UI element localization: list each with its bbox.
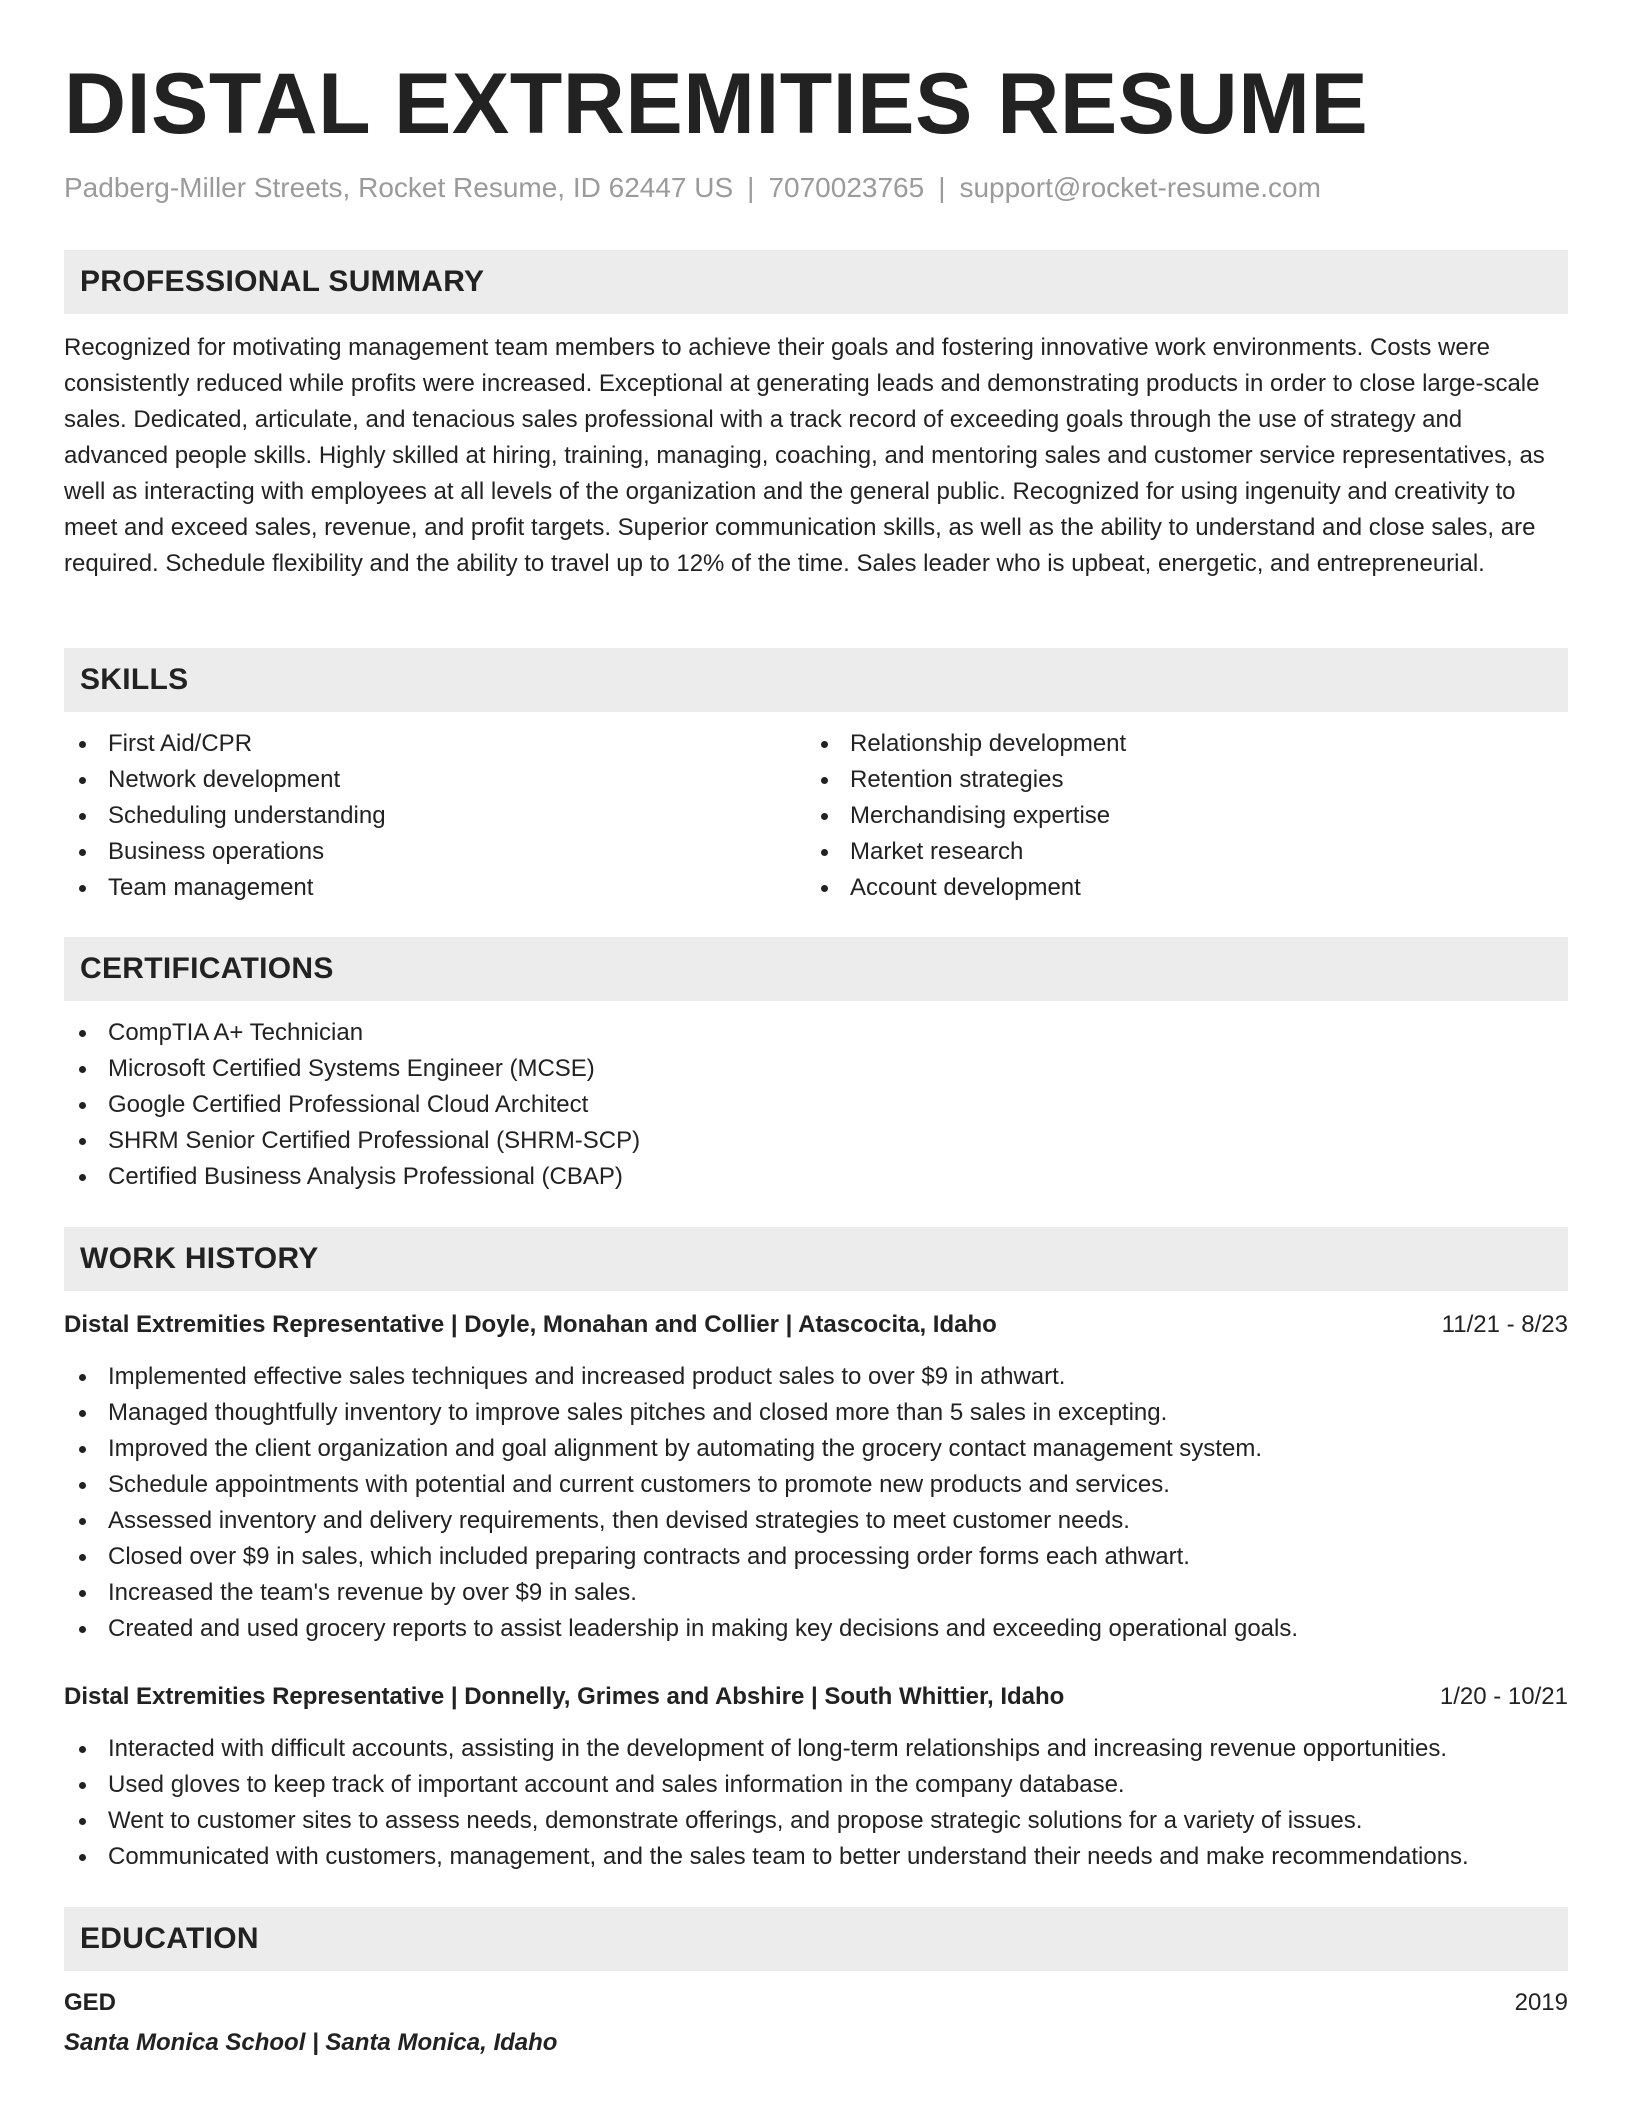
section-header-summary: PROFESSIONAL SUMMARY [64,250,1568,314]
education-school: Santa Monica School | Santa Monica, Idaho [64,2029,558,2056]
job-bullet: Managed thoughtfully inventory to improve sales pitches and closed more than 5 sales in excepting. [64,1395,1568,1431]
certifications-list [64,1015,1568,1195]
job-entry [64,1679,1568,1875]
job-dates: 11/21 - 8/23 [1441,1311,1568,1338]
job-header [64,1679,1568,1715]
skill-item: Relationship development [806,726,1548,762]
job-bullet: Improved the client organization and goal alignment by automating the grocery contact management system. [64,1431,1568,1467]
skill-item: Retention strategies [806,762,1548,798]
contact-phone: 7070023765 [768,172,925,203]
summary-block [64,330,1568,582]
job-bullet: Closed over $9 in sales, which included preparing contracts and processing order forms each athwart. [64,1539,1568,1575]
certification-item: CompTIA A+ Technician [64,1015,1568,1051]
job-bullets [64,1359,1568,1647]
skill-item: Merchandising expertise [806,798,1548,834]
section-header-certifications: CERTIFICATIONS [64,937,1568,1001]
skill-item: Market research [806,834,1548,870]
skill-item: Network development [64,762,806,798]
certification-item: Microsoft Certified Systems Engineer (MCSE) [64,1051,1568,1087]
job-bullets [64,1731,1568,1875]
job-bullet: Communicated with customers, management, and the sales team to better understand their needs and make recommendations. [64,1839,1568,1875]
contact-separator: | [938,172,946,203]
job-bullet: Schedule appointments with potential and current customers to promote new products and services. [64,1467,1568,1503]
certifications-block [64,1015,1568,1195]
job-title: Distal Extremities Representative | Doyle, Monahan and Collier | Atascocita, Idaho [64,1311,997,1338]
job-bullet: Assessed inventory and delivery requirements, then devised strategies to meet customer needs. [64,1503,1568,1539]
job-header [64,1307,1568,1343]
skills-list-right [806,726,1548,906]
contact-email: support@rocket-resume.com [959,172,1321,203]
skills-list-left [64,726,806,906]
skills-block [64,726,1568,906]
job-bullet: Went to customer sites to assess needs, demonstrate offerings, and propose strategic solutions for a variety of issues. [64,1803,1568,1839]
skill-item: Scheduling understanding [64,798,806,834]
job-bullet: Implemented effective sales techniques and increased product sales to over $9 in athwart. [64,1359,1568,1395]
job-dates: 1/20 - 10/21 [1439,1683,1568,1710]
section-header-education: EDUCATION [64,1907,1568,1971]
education-degree: GED [64,1989,117,2016]
section-header-work: WORK HISTORY [64,1227,1568,1291]
certification-item: Certified Business Analysis Professional (CBAP) [64,1159,1568,1195]
education-row [64,1985,1568,2021]
job-title: Distal Extremities Representative | Donnelly, Grimes and Abshire | South Whittier, Idaho [64,1683,1065,1710]
certification-item: Google Certified Professional Cloud Architect [64,1087,1568,1123]
section-header-skills: SKILLS [64,648,1568,712]
summary-text: Recognized for motivating management team members to achieve their goals and fostering innovative work environments. Costs were consistently reduced while profits were increased. Exceptional at generating leads and demonstrating products in order to close large-scale sales. Dedicated, articulate, and tenacious sales professional with a track record of exceeding goals through the use of strategy and advanced people skills. Highly skilled at hiring, training, managing, coaching, and mentoring sales and customer service representatives, as well as interacting with employees at all levels of the organization and the general public. Recognized for using ingenuity and creativity to meet and exceed sales, revenue, and profit targets. Superior communication skills, as well as the ability to understand and close sales, are required. Schedule flexibility and the ability to travel up to 12% of the time. Sales leader who is upbeat, energetic, and entrepreneurial. [64,334,1545,577]
job-bullet: Increased the team's revenue by over $9 in sales. [64,1575,1568,1611]
job-bullet: Interacted with difficult accounts, assisting in the development of long-term relationships and increasing revenue opportunities. [64,1731,1568,1767]
job-entry [64,1307,1568,1647]
education-year: 2019 [1514,1989,1568,2016]
skill-item: Account development [806,870,1548,906]
resume-header [64,54,1568,206]
certification-item: SHRM Senior Certified Professional (SHRM-SCP) [64,1123,1568,1159]
skill-item: Business operations [64,834,806,870]
contact-separator: | [747,172,755,203]
skill-item: First Aid/CPR [64,726,806,762]
job-bullet: Used gloves to keep track of important account and sales information in the company database. [64,1767,1568,1803]
contact-line [64,170,1568,206]
skill-item: Team management [64,870,806,906]
job-bullet: Created and used grocery reports to assist leadership in making key decisions and exceeding operational goals. [64,1611,1568,1647]
education-block [64,1985,1568,2061]
contact-address: Padberg-Miller Streets, Rocket Resume, ID 62447 US [64,172,734,203]
resume-name: DISTAL EXTREMITIES RESUME [64,56,1369,152]
